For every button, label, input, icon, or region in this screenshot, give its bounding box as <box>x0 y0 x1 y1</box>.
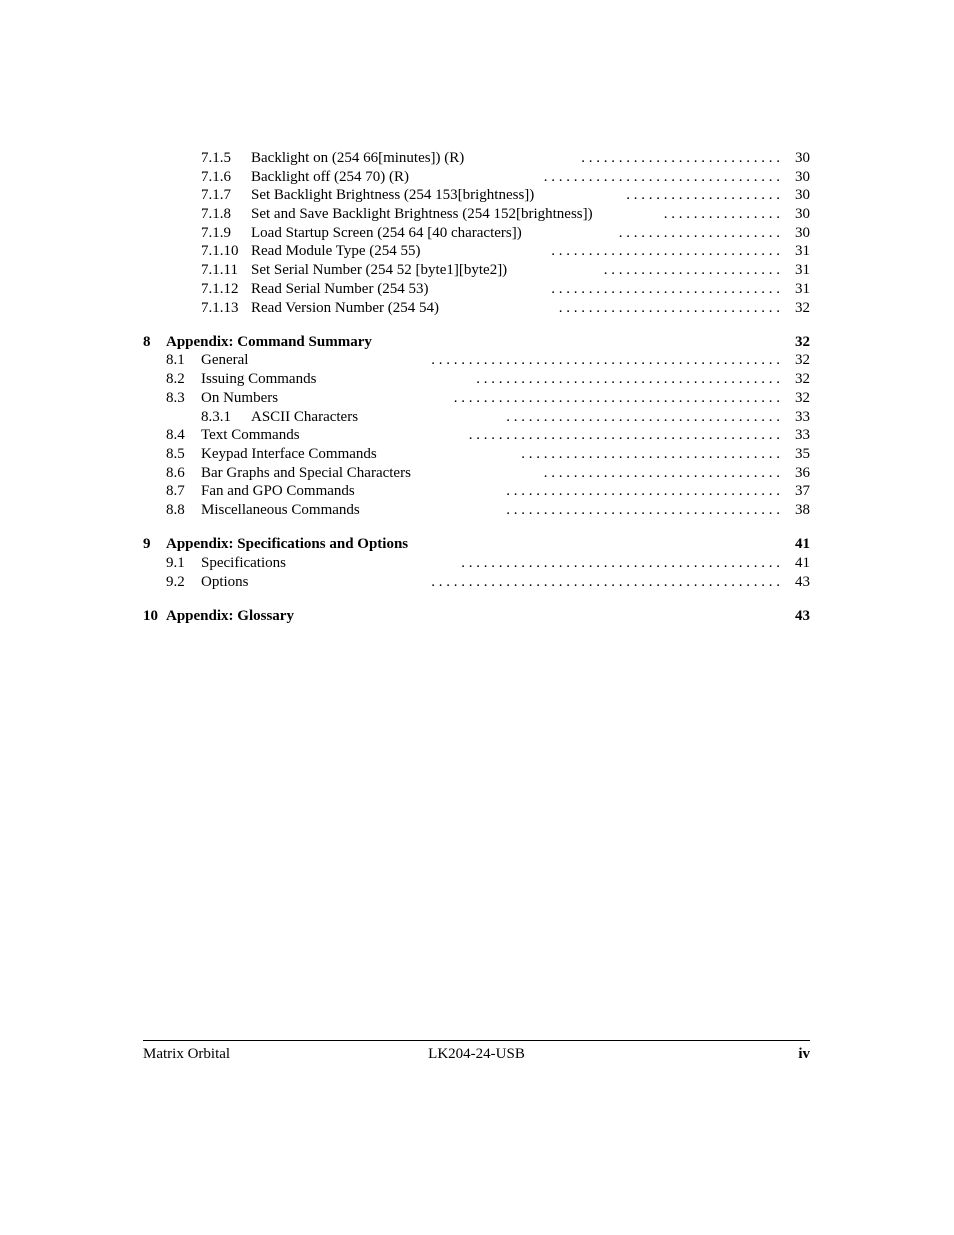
toc-entry-number: 8.5 <box>166 445 185 462</box>
toc-entry-title: Set Backlight Brightness (254 153[brightness]) <box>251 186 538 205</box>
toc-entry-page: 43 <box>795 607 810 624</box>
toc-entry-number: 8.3.1 <box>201 408 231 425</box>
toc-dot-leader: . . . . . . . . . . . . . . . . . . . . . . . . . . . . . . . . . . . . . . . . . . . <box>461 554 780 571</box>
toc-entry-number: 8.2 <box>166 371 185 388</box>
toc-entry[interactable] <box>143 149 810 168</box>
table-of-contents <box>143 149 810 626</box>
toc-entry-number: 7.1.13 <box>201 299 239 316</box>
toc-entry-page: 31 <box>795 280 810 297</box>
toc-entry-number: 7.1.6 <box>201 168 231 185</box>
toc-dot-leader: . . . . . . . . . . . . . . . . . . . . . . . . . . . <box>581 150 780 166</box>
toc-entry-title: Load Startup Screen (254 64 [40 characters]) <box>251 224 526 243</box>
toc-entry-page: 30 <box>795 150 810 166</box>
toc-dot-leader: . . . . . . . . . . . . . . . . . . . . . . . . . . . . . . . . . . . . . <box>506 501 780 518</box>
toc-entry-number: 8.1 <box>166 352 185 369</box>
toc-entry-title: General <box>201 351 252 370</box>
toc-entry[interactable] <box>143 464 810 483</box>
toc-entry-number: 7.1.7 <box>201 187 231 204</box>
toc-entry-number: 7.1.12 <box>201 280 239 297</box>
toc-entry-page: 31 <box>795 262 810 279</box>
toc-entry-page: 38 <box>795 501 810 518</box>
toc-entry-title: Issuing Commands <box>201 370 320 389</box>
toc-dot-leader: . . . . . . . . . . . . . . . . . . . . . . . . . . . . . . . <box>551 243 780 260</box>
toc-entry-title: Appendix: Specifications and Options <box>166 535 412 554</box>
toc-entry-title: Read Serial Number (254 53) <box>251 280 432 299</box>
toc-entry-number: 7.1.10 <box>201 243 239 260</box>
toc-entry-number: 8.3 <box>166 389 185 406</box>
toc-entry-title: Read Version Number (254 54) <box>251 299 443 318</box>
toc-chapter-entry[interactable] <box>143 607 810 626</box>
toc-entry-title: On Numbers <box>201 389 282 408</box>
toc-entry-title: Backlight on (254 66[minutes]) (R) <box>251 149 468 168</box>
toc-entry-number: 7.1.11 <box>201 262 238 279</box>
page-footer <box>143 1044 810 1064</box>
toc-entry-number: 8.6 <box>166 464 185 481</box>
toc-dot-leader: . . . . . . . . . . . . . . . . . . . . . . . . . . . . . . . <box>551 280 780 297</box>
toc-entry[interactable] <box>143 370 810 389</box>
toc-entry[interactable] <box>143 186 810 205</box>
toc-entry-page: 30 <box>795 224 810 241</box>
footer-product: LK204-24-USB <box>428 1046 525 1062</box>
toc-dot-leader: . . . . . . . . . . . . . . . . . . . . . . . . <box>603 262 780 279</box>
toc-entry-number: 7.1.5 <box>201 150 231 166</box>
toc-entry-number: 8.8 <box>166 501 185 518</box>
toc-entry-page: 31 <box>795 243 810 260</box>
toc-dot-leader: . . . . . . . . . . . . . . . . . . . . . . . . . . . . . . . . . . . . . . . . . . . . . . . <box>431 573 780 590</box>
toc-entry-title: Specifications <box>201 554 290 573</box>
toc-dot-leader: . . . . . . . . . . . . . . . . . . . . . . . . . . . . . . . . <box>543 464 780 481</box>
toc-dot-leader: . . . . . . . . . . . . . . . . . . . . . . . . . . . . . . . . . . . . . . . . . . . . . . . <box>431 352 780 369</box>
toc-entry-number: 7.1.9 <box>201 224 231 241</box>
toc-dot-leader: . . . . . . . . . . . . . . . . . . . . . . . . . . . . . . <box>558 299 780 316</box>
toc-dot-leader: . . . . . . . . . . . . . . . . . . . . . . . . . . . . . . . . . . . . . . . . . <box>476 371 780 388</box>
toc-entry-page: 30 <box>795 168 810 185</box>
toc-entry-title: Options <box>201 573 253 592</box>
toc-dot-leader: . . . . . . . . . . . . . . . . . . . . . . . . . . . . . . . . <box>543 168 780 185</box>
toc-entry-title: Bar Graphs and Special Characters <box>201 464 415 483</box>
footer-company: Matrix Orbital <box>143 1046 231 1062</box>
toc-entry-page: 30 <box>795 187 810 204</box>
toc-entry[interactable] <box>143 351 810 370</box>
toc-entry[interactable] <box>143 389 810 408</box>
toc-entry[interactable] <box>143 261 810 280</box>
toc-entry-number: 10 <box>143 607 158 624</box>
toc-entry-title: Set and Save Backlight Brightness (254 152[brightness]) <box>251 205 597 224</box>
toc-entry[interactable] <box>143 168 810 187</box>
toc-entry-page: 32 <box>795 371 810 388</box>
toc-entry-number: 8 <box>143 333 151 350</box>
toc-entry-number: 7.1.8 <box>201 206 231 223</box>
toc-entry[interactable] <box>143 445 810 464</box>
toc-entry-page: 32 <box>795 389 810 406</box>
toc-entry-title: Read Module Type (254 55) <box>251 242 424 261</box>
toc-dot-leader: . . . . . . . . . . . . . . . . . . . . . . . . . . . . . . . . . . . . . <box>506 483 780 500</box>
toc-entry[interactable] <box>143 242 810 261</box>
toc-entry-title: Miscellaneous Commands <box>201 501 364 520</box>
toc-entry-title: Fan and GPO Commands <box>201 482 359 501</box>
toc-entry[interactable] <box>143 224 810 243</box>
toc-entry[interactable] <box>143 408 810 427</box>
toc-entry-number: 9 <box>143 536 151 553</box>
toc-entry-number: 9.1 <box>166 554 185 571</box>
toc-entry[interactable] <box>143 501 810 520</box>
footer-rule <box>143 1040 810 1041</box>
toc-entry-title: Set Serial Number (254 52 [byte1][byte2]) <box>251 261 511 280</box>
toc-dot-leader: . . . . . . . . . . . . . . . . . . . . . . . . . . . . . . . . . . . <box>521 445 780 462</box>
toc-dot-leader: . . . . . . . . . . . . . . . . . . . . . . . . . . . . . . . . . . . . . . . . . . <box>468 427 780 444</box>
toc-entry-page: 32 <box>795 299 810 316</box>
toc-entry-title: Appendix: Glossary <box>166 607 298 626</box>
toc-dot-leader: . . . . . . . . . . . . . . . . . . . . . . <box>618 224 780 241</box>
toc-entry-title: Keypad Interface Commands <box>201 445 381 464</box>
toc-chapter-entry[interactable] <box>143 535 810 554</box>
toc-entry[interactable] <box>143 426 810 445</box>
toc-entry[interactable] <box>143 299 810 318</box>
toc-entry[interactable] <box>143 280 810 299</box>
toc-entry-page: 41 <box>795 554 810 571</box>
toc-entry-title: ASCII Characters <box>251 408 362 427</box>
toc-entry-page: 41 <box>795 536 810 553</box>
toc-entry-page: 33 <box>795 408 810 425</box>
toc-entry-title: Text Commands <box>201 426 304 445</box>
toc-dot-leader: . . . . . . . . . . . . . . . . <box>663 206 780 223</box>
toc-entry-number: 8.7 <box>166 483 185 500</box>
toc-entry-page: 36 <box>795 464 810 481</box>
toc-dot-leader: . . . . . . . . . . . . . . . . . . . . . <box>626 187 780 204</box>
toc-entry[interactable] <box>143 554 810 573</box>
toc-entry-page: 32 <box>795 333 810 350</box>
toc-entry-number: 8.4 <box>166 427 185 444</box>
toc-entry-title: Appendix: Command Summary <box>166 333 376 352</box>
toc-entry-page: 33 <box>795 427 810 444</box>
toc-chapter-entry[interactable] <box>143 333 810 352</box>
toc-entry-title: Backlight off (254 70) (R) <box>251 168 413 187</box>
toc-entry-page: 37 <box>795 483 810 500</box>
toc-entry-page: 30 <box>795 206 810 223</box>
toc-entry-page: 43 <box>795 573 810 590</box>
footer-page-number: iv <box>798 1046 810 1062</box>
toc-entry[interactable] <box>143 482 810 501</box>
toc-dot-leader: . . . . . . . . . . . . . . . . . . . . . . . . . . . . . . . . . . . . . . . . . . . . <box>453 389 780 406</box>
toc-entry-page: 35 <box>795 445 810 462</box>
toc-entry-page: 32 <box>795 352 810 369</box>
toc-entry[interactable] <box>143 205 810 224</box>
toc-dot-leader: . . . . . . . . . . . . . . . . . . . . . . . . . . . . . . . . . . . . . <box>506 408 780 425</box>
toc-entry[interactable] <box>143 573 810 592</box>
toc-entry-number: 9.2 <box>166 573 185 590</box>
